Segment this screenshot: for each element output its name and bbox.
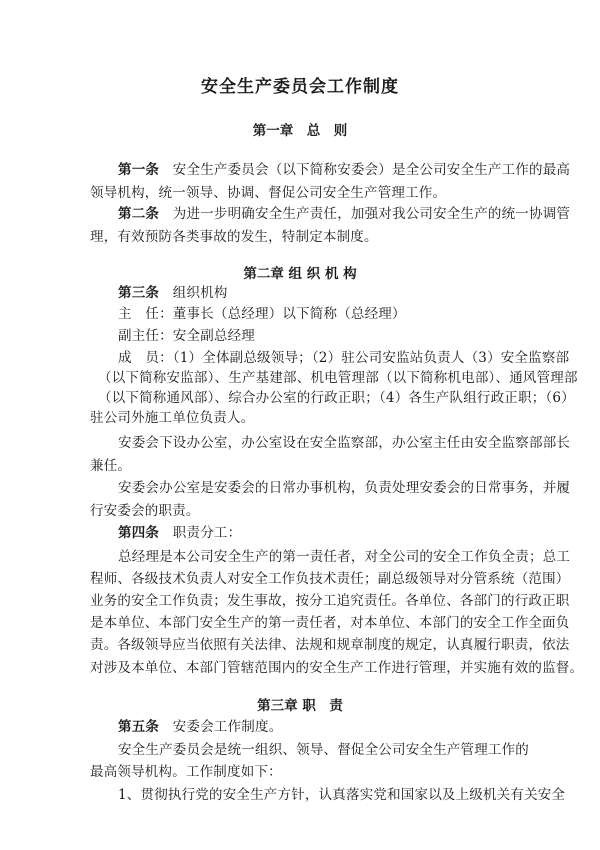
article-5-para-1-line-2: 最高领导机构。工作制度如下：	[90, 764, 282, 780]
office-line-1: 安委会下设办公室，办公室设在安全监察部，办公室主任由安全监察部部长	[118, 435, 571, 451]
article-4-line	[118, 521, 241, 541]
members-line-3: （以下简称通风部）、综合办公室的行政正职；（4）各生产队组行政正职；（6）	[98, 390, 575, 406]
article-1-line-1	[118, 158, 570, 178]
director-line: 主 任：董事长（总经理）以下简称（总经理）	[118, 306, 406, 322]
office2-line-1: 安委会办公室是安委会的日常办事机构，负责处理安委会的日常事务，并履	[118, 480, 571, 496]
duty-line-2: 程师、各级技术负责人对安全工作负技术责任；副总级领导对分管系统（范围）	[90, 571, 570, 587]
duty-line-4: 是本单位、本部门安全生产的第一责任者，对本单位、本部门的安全工作全面负	[90, 615, 570, 631]
article-5-text: 安委会工作制度。	[159, 719, 283, 735]
document-title: 安全生产委员会工作制度	[201, 77, 399, 97]
article-5-para-2-line-1: 1、贯彻执行党的安全生产方针，认真落实党和国家以及上级机关有关安全	[118, 787, 566, 803]
duty-line-3: 业务的安全工作负责；发生事故，按分工追究责任。各单位、各部门的行政正职	[90, 593, 570, 609]
article-4-text: 职责分工：	[159, 525, 242, 541]
article-2-line-1	[118, 202, 570, 222]
members-line-2: （以下简称安监部）、生产基建部、机电管理部（以下简称机电部）、通风管理部	[98, 370, 578, 386]
duty-line-1: 总经理是本公司安全生产的第一责任者，对全公司的安全工作负全责；总工	[118, 549, 571, 565]
duty-line-6: 对涉及本单位、本部门管辖范围内的安全生产工作进行管理，并实施有效的监督。	[90, 660, 584, 676]
members-line-4: 驻公司外施工单位负责人。	[90, 410, 255, 426]
chapter-3-heading: 第三章 职 责	[257, 698, 343, 714]
article-5-para-1-line-1: 安全生产委员会是统一组织、领导、督促全公司安全生产管理工作的	[118, 742, 529, 758]
article-4-label: 第四条	[118, 525, 160, 541]
article-1-text-1: 安全生产委员会（以下简称安委会）是全公司安全生产工作的最高	[159, 162, 571, 178]
chapter-2-heading: 第二章 组 织 机 构	[243, 266, 357, 282]
article-5-label: 第五条	[118, 719, 160, 735]
article-1-line-2: 领导机构，统一领导、协调、督促公司安全生产管理工作。	[90, 185, 447, 201]
article-2-text-1: 为进一步明确安全生产责任，加强对我公司安全生产的统一协调管	[159, 206, 571, 222]
duty-line-5: 责。各级领导应当依照有关法律、法规和规章制度的规定，认真履行职责，依法	[90, 637, 570, 653]
chapter-1-heading: 第一章 总 则	[252, 123, 348, 139]
article-3-label: 第三条	[118, 285, 160, 301]
article-1-label: 第一条	[118, 162, 160, 178]
article-3-text: 组织机构	[159, 285, 228, 301]
article-3-line	[118, 281, 228, 301]
office-line-2: 兼任。	[90, 458, 132, 474]
deputy-director-line: 副主任：安全副总经理	[118, 328, 255, 344]
members-line-1: 成 员：（1）全体副总级领导；（2）驻公司安监站负责人（3）安全监察部	[118, 350, 570, 366]
office2-line-2: 行安委会的职责。	[90, 503, 200, 519]
article-2-line-2: 理，有效预防各类事故的发生，特制定本制度。	[90, 229, 378, 245]
article-2-label: 第二条	[118, 206, 160, 222]
article-5-line	[118, 715, 282, 735]
